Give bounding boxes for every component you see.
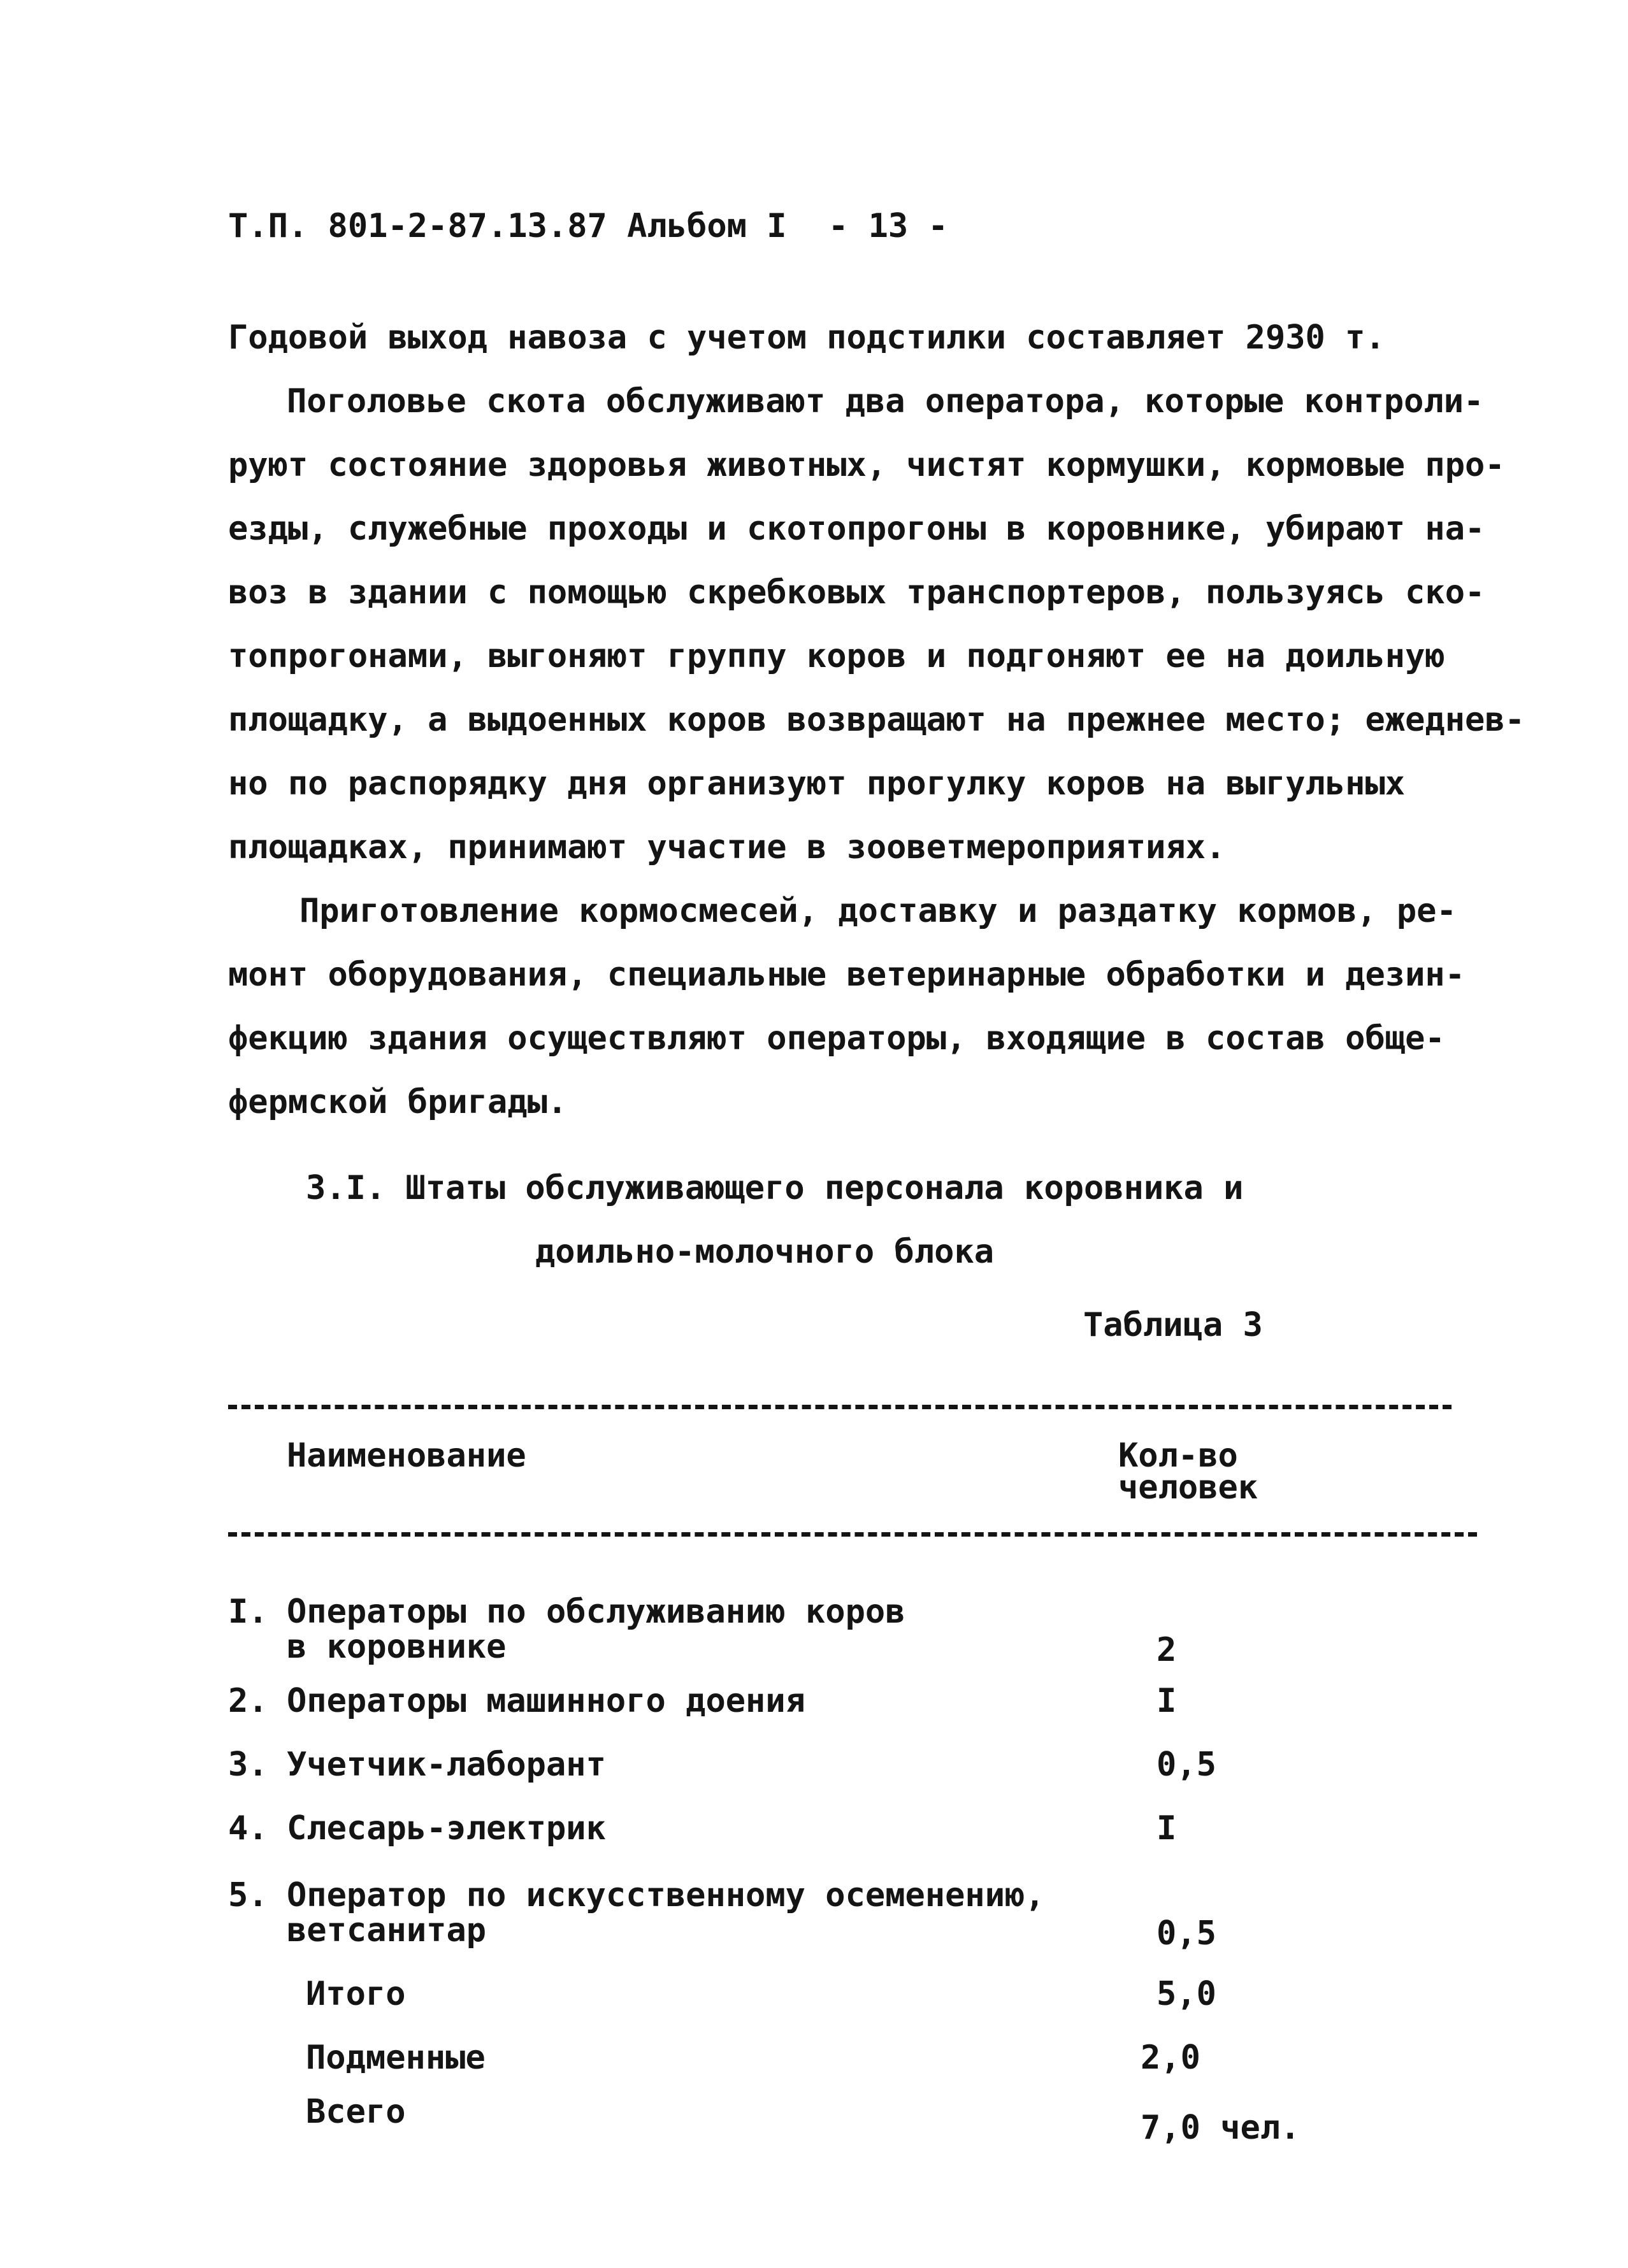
row-name-continued: в коровнике xyxy=(287,1628,507,1666)
column-header-qty-unit: человек xyxy=(1118,1468,1258,1507)
row-name: Операторы машинного доения xyxy=(287,1682,805,1720)
row-index: I. xyxy=(228,1593,268,1631)
paragraph-line: Приготовление кормосмесей, доставку и раздатку кормов, ре- xyxy=(299,892,1457,930)
paragraph-line: руют состояние здоровья животных, чистят кормушки, кормовые про- xyxy=(228,446,1505,484)
section-title: 3.I. Штаты обслуживающего персонала коровника и xyxy=(306,1169,1244,1207)
table-top-rule xyxy=(228,1405,1452,1409)
row-name: Учетчик-лаборант xyxy=(287,1746,606,1784)
row-name: Операторы по обслуживанию коров xyxy=(287,1593,905,1631)
paragraph-line: Годовой выход навоза с учетом подстилки составляет 2930 т. xyxy=(228,319,1385,357)
replacement-qty: 2,0 xyxy=(1141,2039,1200,2077)
paragraph-line: площадку, а выдоенных коров возвращают на прежнее место; ежеднев- xyxy=(228,701,1525,739)
row-name: Слесарь-электрик xyxy=(287,1809,606,1848)
paragraph-line: фермской бригады. xyxy=(228,1083,568,1121)
paragraph-line: площадках, принимают участие в зооветмероприятиях. xyxy=(228,828,1226,866)
page-number: - 13 - xyxy=(828,207,948,245)
row-qty: 0,5 xyxy=(1156,1746,1216,1784)
row-index: 4. xyxy=(228,1809,268,1848)
total-label: Итого xyxy=(306,1975,406,2013)
row-index: 2. xyxy=(228,1682,268,1720)
grand-total-label: Всего xyxy=(306,2093,406,2131)
row-qty: I xyxy=(1156,1809,1177,1848)
row-name-continued: ветсанитар xyxy=(287,1911,487,1949)
table-label: Таблица 3 xyxy=(1083,1306,1263,1344)
paragraph-line: топрогонами, выгоняют группу коров и подгоняют ее на доильную xyxy=(228,637,1445,675)
row-qty: 2 xyxy=(1156,1631,1177,1669)
column-header-qty: Кол-во xyxy=(1118,1437,1238,1475)
grand-total-qty: 7,0 чел. xyxy=(1141,2109,1300,2147)
row-index: 5. xyxy=(228,1876,268,1914)
section-title-continued: доильно-молочного блока xyxy=(535,1233,995,1271)
paragraph-line: монт оборудования, специальные ветеринарные обработки и дезин- xyxy=(228,956,1466,994)
row-index: 3. xyxy=(228,1746,268,1784)
column-header-name: Наименование xyxy=(287,1437,526,1475)
paragraph-line: Поголовье скота обслуживают два оператора, которые контроли- xyxy=(287,382,1484,420)
row-qty: I xyxy=(1156,1682,1177,1720)
total-qty: 5,0 xyxy=(1156,1975,1216,2013)
row-name: Оператор по искусственному осеменению, xyxy=(287,1876,1045,1914)
paragraph-line: воз в здании с помощью скребковых транспортеров, пользуясь ско- xyxy=(228,573,1485,612)
row-qty: 0,5 xyxy=(1156,1914,1216,1953)
document-reference: Т.П. 801-2-87.13.87 Альбом I xyxy=(228,207,787,245)
paragraph-line: езды, служебные проходы и скотопрогоны в коровнике, убирают на- xyxy=(228,510,1485,548)
table-header-rule xyxy=(228,1532,1477,1537)
paragraph-line: но по распорядку дня организуют прогулку коров на выгульных xyxy=(228,764,1406,803)
paragraph-line: фекцию здания осуществляют операторы, входящие в состав обще- xyxy=(228,1019,1445,1058)
replacement-label: Подменные xyxy=(306,2039,486,2077)
